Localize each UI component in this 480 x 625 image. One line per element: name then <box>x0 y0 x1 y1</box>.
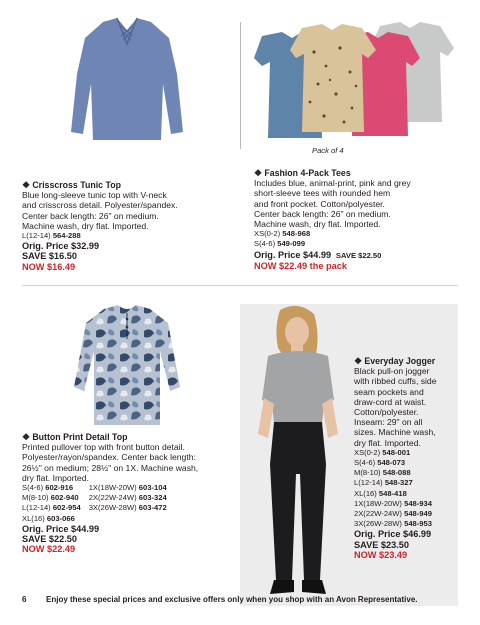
product-desc-line: Includes blue, animal-print, pink and grey <box>254 178 411 189</box>
product-desc-line: and crisscross detail. Polyester/spandex. <box>22 200 178 211</box>
size-row: L(12-14) 548-327 <box>354 478 413 488</box>
size-row: 1X(18W-20W) 548-934 <box>354 498 432 508</box>
size-row: M(8-10) 548-088 <box>354 468 411 478</box>
sale-price: NOW $22.49 the pack <box>254 260 347 271</box>
product-desc-line: Black pull-on jogger <box>354 366 430 377</box>
footer-text: Enjoy these special prices and exclusive offers only when you shop with an Avon Representative. <box>46 595 418 604</box>
product-title: ❖ Everyday Jogger <box>354 356 436 366</box>
size-row: XS(0-2) 548-968 <box>254 229 311 239</box>
page-number: 6 <box>22 595 27 604</box>
size-row: L(12-14) 602-954 <box>22 503 81 513</box>
button-top-description <box>22 432 236 554</box>
size-row: 3X(26W-28W) 603-472 <box>88 503 167 513</box>
save-amount: SAVE $23.50 <box>354 539 409 550</box>
tees-description <box>254 168 464 271</box>
product-desc-line: dry flat. Imported. <box>354 437 421 448</box>
save-amount: SAVE $22.50 <box>22 534 77 545</box>
size-row: 1X(18W-20W) 603-104 <box>88 483 167 493</box>
sale-price: NOW $22.49 <box>22 544 76 555</box>
product-title: ❖ Button Print Detail Top <box>22 432 128 442</box>
sale-price: NOW $16.49 <box>22 261 76 272</box>
product-desc-line: Polyester/rayon/spandex. Center back length: <box>22 452 196 463</box>
product-title: ❖ Crisscross Tunic Top <box>22 180 121 190</box>
horizontal-divider <box>22 285 458 286</box>
size-row: S(4-6) 549-099 <box>254 239 306 249</box>
product-desc-line: 26½" on medium; 28½" on 1X. Machine wash, <box>22 462 199 473</box>
jogger-description <box>354 356 460 560</box>
size-row: L(12-14) 564-288 <box>22 231 81 241</box>
button-print-top-photo <box>70 303 185 428</box>
product-desc-line: dry flat. Imported. <box>22 472 89 483</box>
size-row: XL(16) 548-418 <box>354 488 407 498</box>
size-row: 3X(26W-28W) 548-953 <box>354 519 432 529</box>
original-price: Orig. Price $44.99 <box>22 523 100 534</box>
size-row: XL(16) 603-066 <box>22 513 75 523</box>
four-pack-tees-photo <box>252 22 458 144</box>
product-desc-line: and front pocket. Cotton/polyester. <box>254 198 385 209</box>
product-desc-line: Inseam: 29" on all <box>354 417 423 428</box>
sale-price: NOW $23.49 <box>354 549 408 560</box>
size-row: XS(0-2) 548-001 <box>354 447 411 457</box>
tunic-top-photo <box>65 14 190 146</box>
save-amount: SAVE $22.50 <box>335 250 382 260</box>
size-row: M(8-10) 602-940 <box>22 493 79 503</box>
product-desc-line: Machine wash, dry flat. Imported. <box>254 219 381 230</box>
product-desc-line: Machine wash, dry flat. Imported. <box>22 220 149 231</box>
jogger-model-photo <box>252 304 348 606</box>
size-row: S(4-6) 602-916 <box>22 483 74 493</box>
product-desc-line: sizes. Machine wash, <box>354 427 436 438</box>
product-desc-line: seam pockets and <box>354 386 424 397</box>
size-table <box>22 483 236 524</box>
product-desc-line: Blue long-sleeve tunic top with V-neck <box>22 190 167 201</box>
product-title: ❖ Fashion 4-Pack Tees <box>254 168 351 178</box>
save-amount: SAVE $16.50 <box>22 251 77 262</box>
original-price: Orig. Price $44.99 <box>254 249 332 260</box>
pack-caption: Pack of 4 <box>312 146 344 155</box>
product-desc-line: short-sleeve tees with rounded hem <box>254 188 391 199</box>
original-price: Orig. Price $46.99 <box>354 529 432 540</box>
vertical-divider <box>240 22 241 149</box>
product-desc-line: Cotton/polyester. <box>354 407 419 418</box>
product-desc-line: Center back length: 26" on medium. <box>254 208 391 219</box>
tunic-description <box>22 180 232 272</box>
page-footer <box>22 595 418 604</box>
product-desc-line: Center back length: 26" on medium. <box>22 210 159 221</box>
product-desc-line: with ribbed cuffs, side <box>354 376 437 387</box>
size-row: 2X(22W-24W) 603-324 <box>88 493 167 503</box>
product-desc-line: Printed pullover top with front button detail. <box>22 442 185 453</box>
size-row: 2X(22W-24W) 548-949 <box>354 509 432 519</box>
original-price: Orig. Price $32.99 <box>22 241 100 252</box>
size-row: S(4-6) 548-073 <box>354 458 406 468</box>
product-desc-line: draw-cord at waist. <box>354 396 427 407</box>
